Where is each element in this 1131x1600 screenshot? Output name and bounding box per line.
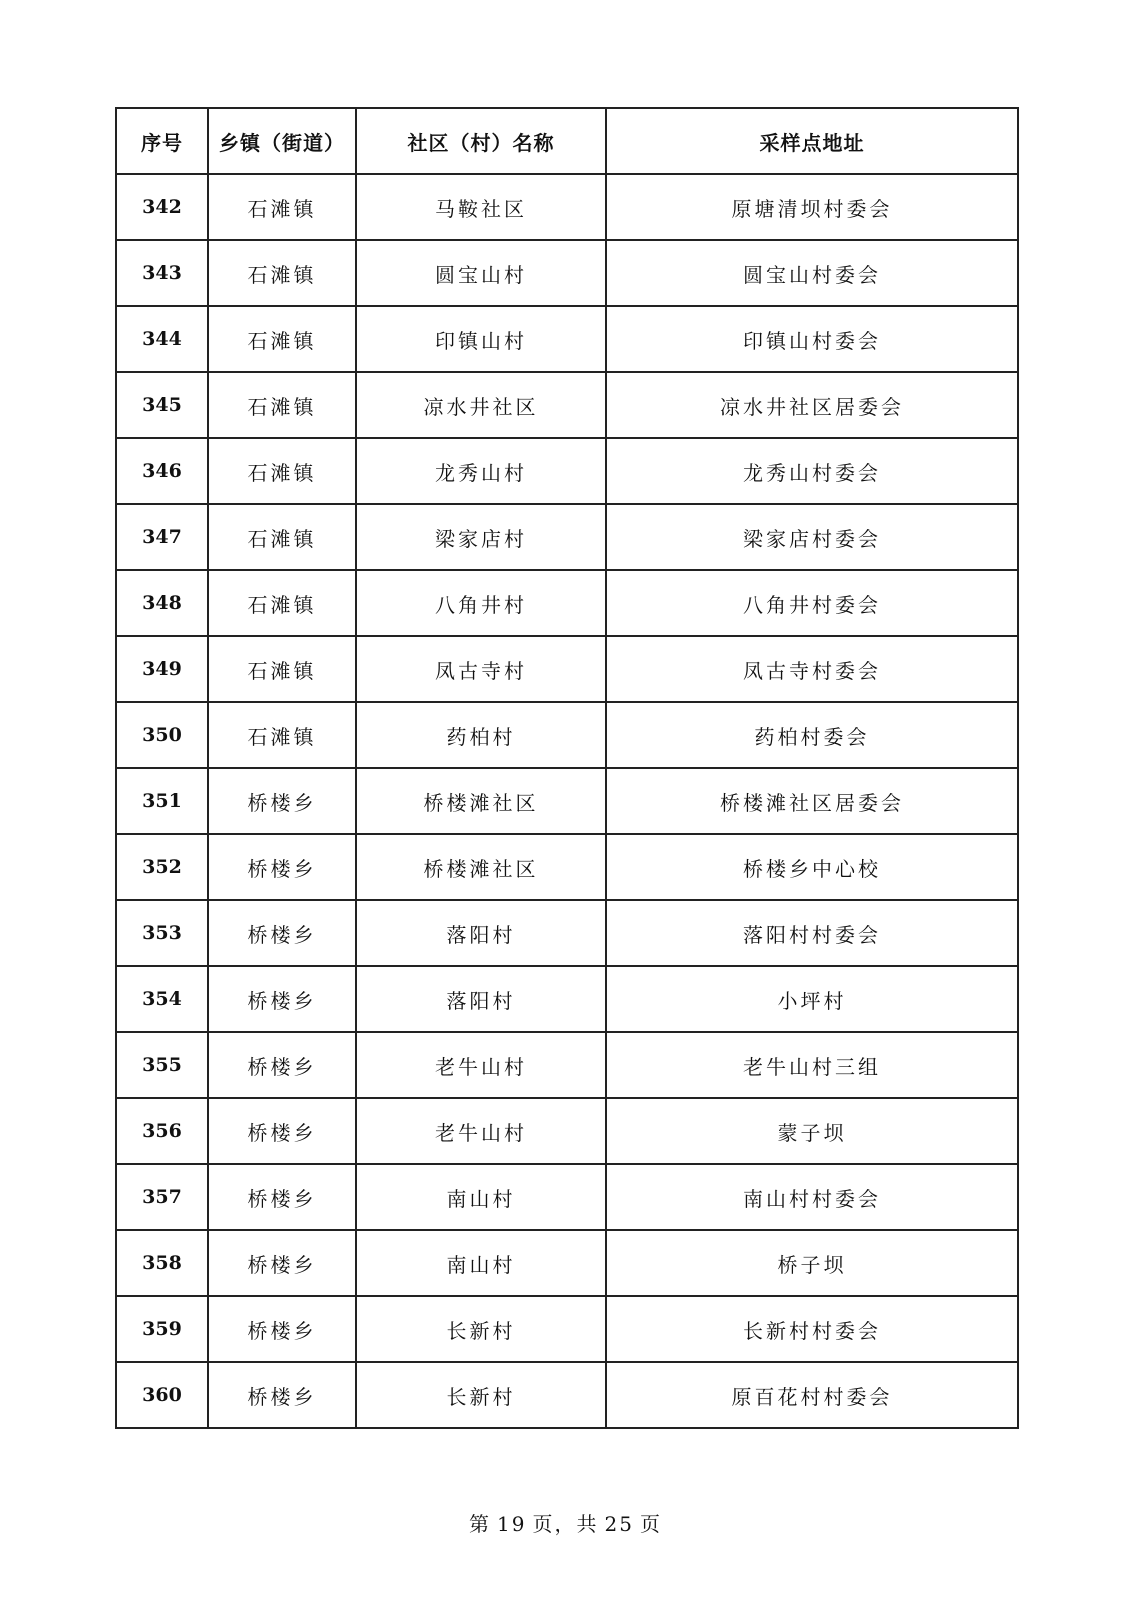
table-row (116, 1362, 1018, 1428)
page-footer (0, 1508, 1131, 1537)
cell-address: 八角井村委会 (606, 570, 1018, 636)
cell-address: 圆宝山村委会 (606, 240, 1018, 306)
table-row (116, 1296, 1018, 1362)
cell-town: 桥楼乡 (208, 1296, 356, 1362)
header-index: 序号 (116, 108, 208, 174)
cell-address: 药柏村委会 (606, 702, 1018, 768)
cell-town: 桥楼乡 (208, 1032, 356, 1098)
cell-community: 南山村 (356, 1230, 606, 1296)
cell-town: 石滩镇 (208, 174, 356, 240)
header-address: 采样点地址 (606, 108, 1018, 174)
cell-index: 355 (116, 1032, 208, 1098)
cell-address: 原塘清坝村委会 (606, 174, 1018, 240)
cell-address: 桥子坝 (606, 1230, 1018, 1296)
cell-index: 353 (116, 900, 208, 966)
table-header-row (116, 108, 1018, 174)
cell-index: 357 (116, 1164, 208, 1230)
table-row (116, 768, 1018, 834)
cell-community: 老牛山村 (356, 1098, 606, 1164)
footer-suffix: 页 (639, 1512, 662, 1536)
table-row (116, 1164, 1018, 1230)
cell-community: 圆宝山村 (356, 240, 606, 306)
sampling-sites-table (115, 107, 1019, 1429)
footer-prefix: 第 (469, 1512, 492, 1536)
cell-community: 南山村 (356, 1164, 606, 1230)
cell-community: 药柏村 (356, 702, 606, 768)
table-row (116, 372, 1018, 438)
cell-town: 石滩镇 (208, 372, 356, 438)
cell-town: 桥楼乡 (208, 1230, 356, 1296)
cell-town: 石滩镇 (208, 570, 356, 636)
cell-town: 桥楼乡 (208, 768, 356, 834)
cell-community: 长新村 (356, 1296, 606, 1362)
cell-community: 八角井村 (356, 570, 606, 636)
cell-address: 梁家店村委会 (606, 504, 1018, 570)
cell-community: 梁家店村 (356, 504, 606, 570)
cell-address: 凉水井社区居委会 (606, 372, 1018, 438)
cell-town: 桥楼乡 (208, 1362, 356, 1428)
cell-index: 359 (116, 1296, 208, 1362)
cell-community: 落阳村 (356, 900, 606, 966)
cell-index: 354 (116, 966, 208, 1032)
cell-index: 347 (116, 504, 208, 570)
cell-town: 桥楼乡 (208, 1164, 356, 1230)
table-row (116, 900, 1018, 966)
cell-town: 石滩镇 (208, 240, 356, 306)
cell-address: 龙秀山村委会 (606, 438, 1018, 504)
table-row (116, 1230, 1018, 1296)
footer-mid: 页，共 (532, 1512, 599, 1536)
cell-address: 长新村村委会 (606, 1296, 1018, 1362)
cell-community: 凤古寺村 (356, 636, 606, 702)
cell-community: 桥楼滩社区 (356, 768, 606, 834)
cell-address: 桥楼乡中心校 (606, 834, 1018, 900)
cell-town: 桥楼乡 (208, 1098, 356, 1164)
cell-community: 马鞍社区 (356, 174, 606, 240)
footer-total-pages: 25 (604, 1512, 634, 1536)
cell-address: 老牛山村三组 (606, 1032, 1018, 1098)
cell-index: 358 (116, 1230, 208, 1296)
cell-community: 凉水井社区 (356, 372, 606, 438)
cell-index: 348 (116, 570, 208, 636)
cell-address: 南山村村委会 (606, 1164, 1018, 1230)
cell-index: 350 (116, 702, 208, 768)
cell-town: 石滩镇 (208, 702, 356, 768)
cell-address: 蒙子坝 (606, 1098, 1018, 1164)
table-row (116, 834, 1018, 900)
cell-address: 小坪村 (606, 966, 1018, 1032)
table-row (116, 1032, 1018, 1098)
cell-community: 落阳村 (356, 966, 606, 1032)
cell-community: 龙秀山村 (356, 438, 606, 504)
cell-community: 老牛山村 (356, 1032, 606, 1098)
cell-town: 石滩镇 (208, 438, 356, 504)
header-community: 社区（村）名称 (356, 108, 606, 174)
cell-index: 344 (116, 306, 208, 372)
table-row (116, 306, 1018, 372)
cell-index: 349 (116, 636, 208, 702)
footer-page-number: 19 (497, 1512, 527, 1536)
table-row (116, 702, 1018, 768)
cell-town: 桥楼乡 (208, 834, 356, 900)
cell-index: 343 (116, 240, 208, 306)
cell-index: 356 (116, 1098, 208, 1164)
cell-town: 桥楼乡 (208, 966, 356, 1032)
cell-address: 桥楼滩社区居委会 (606, 768, 1018, 834)
cell-community: 长新村 (356, 1362, 606, 1428)
cell-index: 345 (116, 372, 208, 438)
table-row (116, 636, 1018, 702)
table-row (116, 570, 1018, 636)
cell-address: 原百花村村委会 (606, 1362, 1018, 1428)
table-row (116, 966, 1018, 1032)
cell-town: 石滩镇 (208, 306, 356, 372)
cell-index: 342 (116, 174, 208, 240)
header-town: 乡镇（街道） (208, 108, 356, 174)
cell-town: 桥楼乡 (208, 900, 356, 966)
cell-town: 石滩镇 (208, 636, 356, 702)
cell-address: 印镇山村委会 (606, 306, 1018, 372)
cell-community: 桥楼滩社区 (356, 834, 606, 900)
table-row (116, 438, 1018, 504)
cell-index: 351 (116, 768, 208, 834)
cell-index: 360 (116, 1362, 208, 1428)
table-row (116, 240, 1018, 306)
cell-community: 印镇山村 (356, 306, 606, 372)
table-row (116, 1098, 1018, 1164)
cell-address: 凤古寺村委会 (606, 636, 1018, 702)
cell-town: 石滩镇 (208, 504, 356, 570)
table-row (116, 174, 1018, 240)
table-row (116, 504, 1018, 570)
cell-index: 346 (116, 438, 208, 504)
cell-index: 352 (116, 834, 208, 900)
cell-address: 落阳村村委会 (606, 900, 1018, 966)
